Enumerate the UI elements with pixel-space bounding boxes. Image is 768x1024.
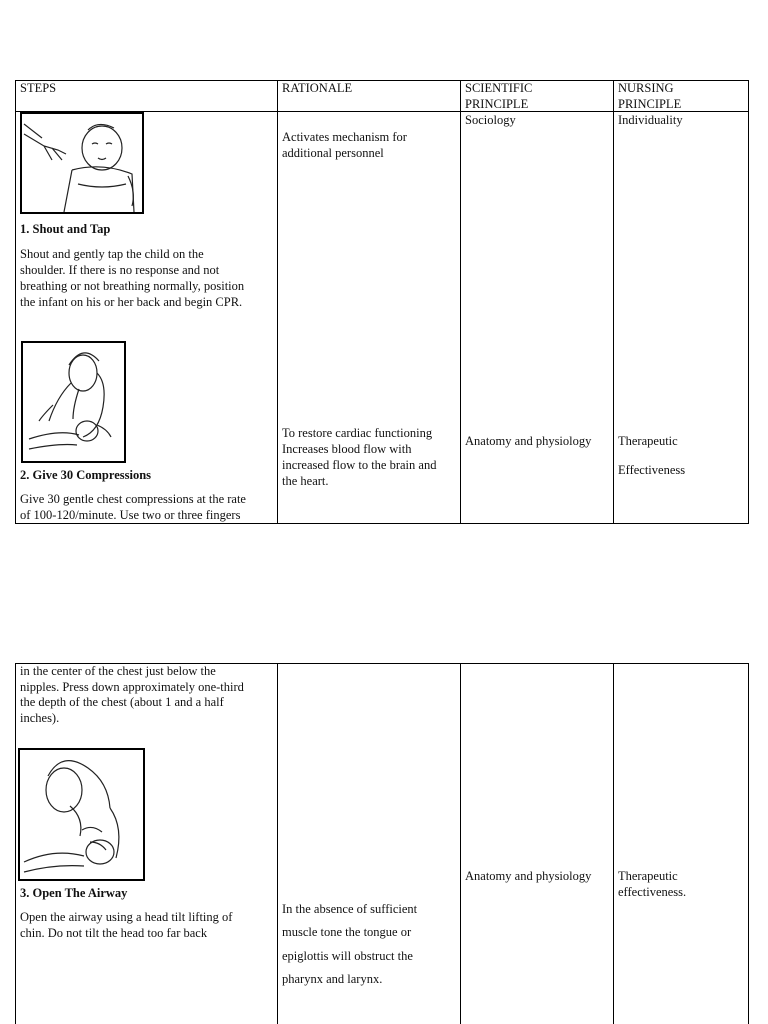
step3-title: 3. Open The Airway [20,886,128,900]
column-divider-1 [277,80,278,524]
table-border-right [748,80,749,524]
step1-rationale: Activates mechanism for additional personnel [282,130,407,160]
step3-rationale: In the absence of sufficient muscle tone the tongue or epiglottis will obstruct the pharynx and larynx. [282,902,418,986]
table2-column-divider-2 [460,663,461,1024]
table2-border-right [748,663,749,1024]
step1-scientific-principle: Sociology [465,113,516,127]
table-border-left [15,80,16,524]
step3-text: Open the airway using a head tilt lifting of chin. Do not tilt the head too far back [20,910,233,940]
step1-text: Shout and gently tap the child on the shoulder. If there is no response and not breathing or not breathing normally, position the infant on his or her back and begin CPR. [20,247,245,309]
step2-text: Give 30 gentle chest compressions at the rate of 100-120/minute. Use two or three fingers [20,492,246,522]
table-border-bottom [15,523,749,524]
shout-and-tap-illustration [20,112,144,214]
step2-continued-text: in the center of the chest just below the nipples. Press down approximately one-third the depth of the chest (about 1 and a half inches). [20,664,244,725]
step2-title: 2. Give 30 Compressions [20,468,152,482]
step2-nursing-principle-line2: Effectiveness [618,463,686,477]
step1-nursing-principle: Individuality [618,113,683,127]
compressions-illustration [21,341,126,463]
table2-column-divider-1 [277,663,278,1024]
open-airway-illustration [18,748,145,881]
step2-scientific-principle: Anatomy and physiology [465,434,592,448]
column-divider-3 [613,80,614,524]
step2-rationale: To restore cardiac functioning Increases blood flow with increased flow to the brain and the heart. [282,426,437,488]
header-nursing-principle: NURSING PRINCIPLE [618,81,682,111]
header-scientific-principle: SCIENTIFIC PRINCIPLE [465,81,533,111]
step3-nursing-principle: Therapeutic effectiveness. [618,869,687,899]
table2-border-left [15,663,16,1024]
column-divider-2 [460,80,461,524]
header-rationale: RATIONALE [282,81,353,95]
table2-column-divider-3 [613,663,614,1024]
header-steps: STEPS [20,81,57,95]
step3-scientific-principle: Anatomy and physiology [465,869,592,883]
step1-title: 1. Shout and Tap [20,222,111,236]
step2-nursing-principle-line1: Therapeutic [618,434,678,448]
